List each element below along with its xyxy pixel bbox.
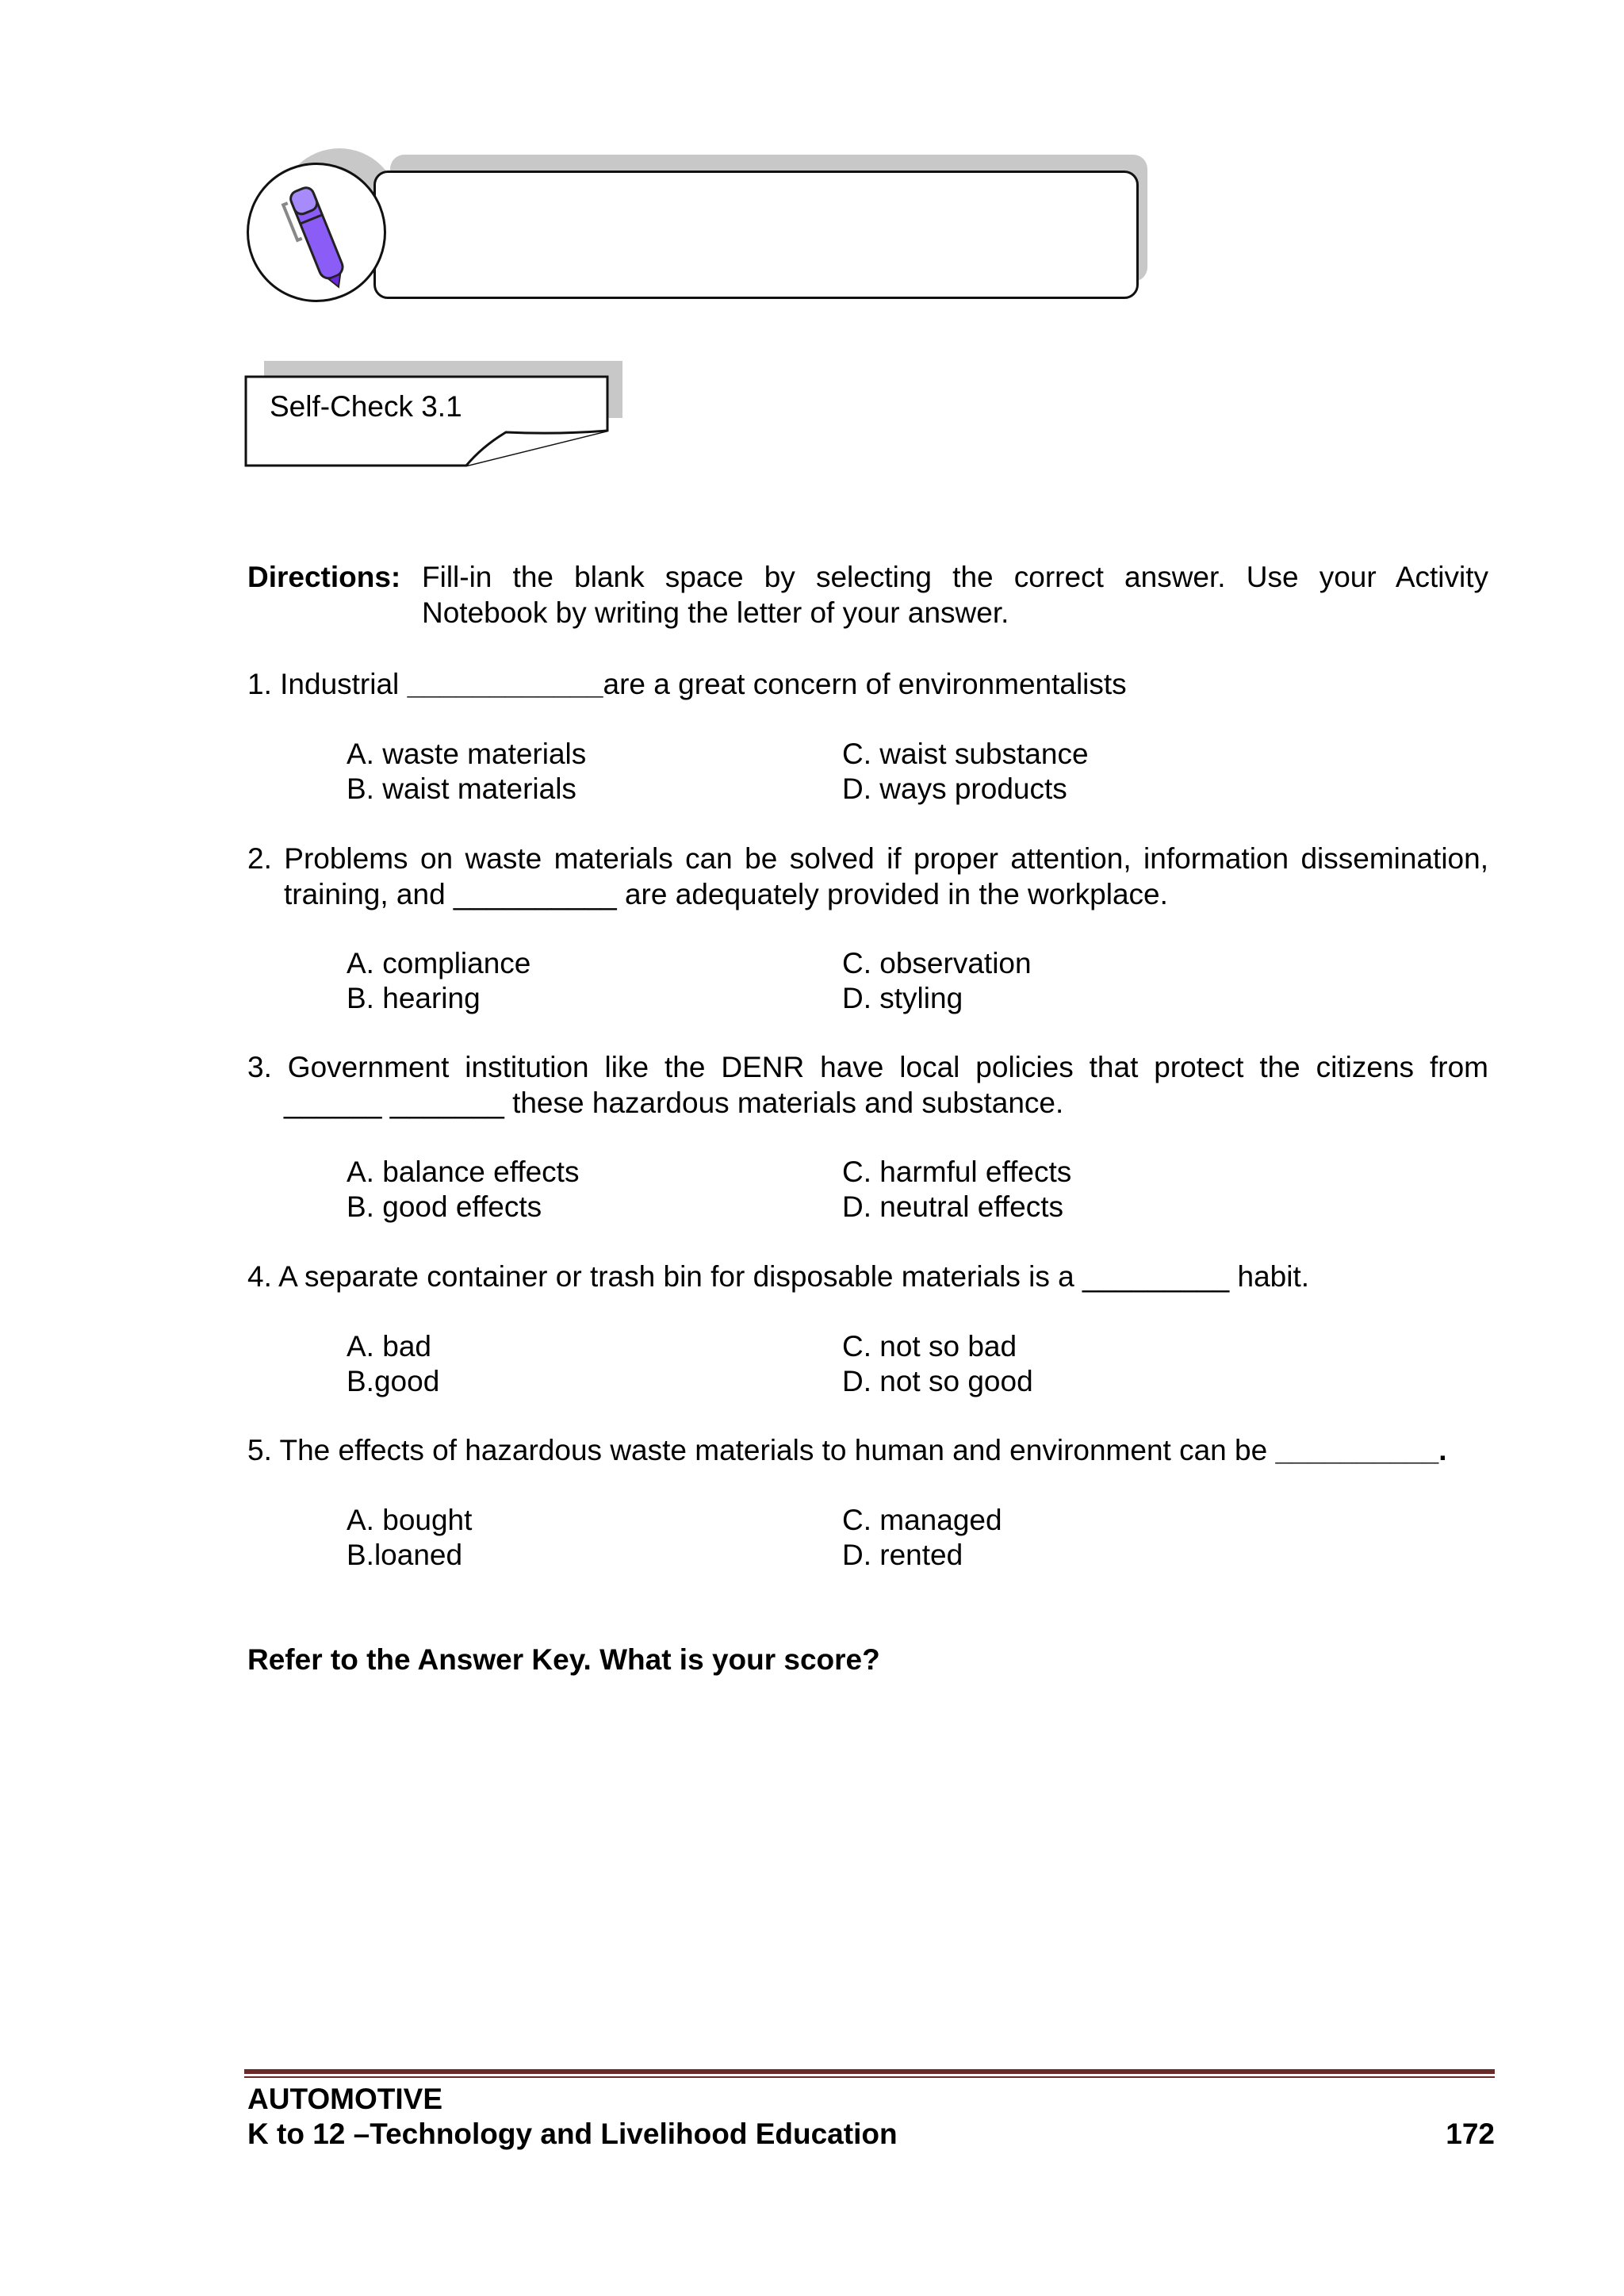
question-4-option-d: D. not so good: [842, 1365, 1033, 1397]
question-5-blank: __________.: [1275, 1434, 1447, 1466]
question-5-option-a: A. bought: [347, 1504, 473, 1536]
question-2-text-continued: training, and __________ are adequately provided in the workplace.: [284, 878, 1168, 910]
directions-text: Fill-in the blank space by selecting the correct answer. Use your Activity: [422, 561, 1488, 593]
question-2-option-a: A. compliance: [347, 947, 531, 979]
directions-label: Directions:: [247, 561, 401, 593]
question-5-option-c: C. managed: [842, 1504, 1002, 1536]
question-1-option-c: C. waist substance: [842, 738, 1089, 770]
question-4-option-c: C. not so bad: [842, 1330, 1017, 1363]
page-number: 172: [1446, 2118, 1495, 2150]
question-4-option-b: B.good: [347, 1365, 440, 1397]
question-1-option-d: D. ways products: [842, 772, 1067, 805]
header-banner: [373, 171, 1139, 299]
pen-icon: [262, 171, 373, 297]
directions-text-continued: Notebook by writing the letter of your answer.: [422, 596, 1009, 629]
question-1-option-a: A. waste materials: [347, 738, 587, 770]
question-5-option-d: D. rented: [842, 1539, 963, 1571]
question-5-text: 5. The effects of hazardous waste materials to human and environment can be __________.: [247, 1434, 1447, 1466]
answer-key-prompt: Refer to the Answer Key. What is your score?: [247, 1643, 880, 1676]
question-3-option-a: A. balance effects: [347, 1156, 580, 1188]
question-2-option-c: C. observation: [842, 947, 1032, 979]
question-3-text-continued: ______ _______ these hazardous materials and substance.: [284, 1087, 1064, 1119]
footer-subject: AUTOMOTIVE: [247, 2083, 442, 2115]
question-3-text: 3. Government institution like the DENR have local policies that protect the citizens from: [247, 1051, 1488, 1083]
footer-rule: [244, 2069, 1495, 2074]
question-3-option-d: D. neutral effects: [842, 1190, 1064, 1223]
question-4-option-a: A. bad: [347, 1330, 431, 1363]
question-2-option-b: B. hearing: [347, 982, 481, 1014]
question-2-option-d: D. styling: [842, 982, 963, 1014]
self-check-label: Self-Check 3.1: [270, 390, 462, 423]
question-4-text: 4. A separate container or trash bin for disposable materials is a _________ habit.: [247, 1260, 1310, 1293]
question-1-blank: ____________: [407, 668, 603, 700]
question-3-option-c: C. harmful effects: [842, 1156, 1072, 1188]
question-3-option-b: B. good effects: [347, 1190, 542, 1223]
question-1-option-b: B. waist materials: [347, 772, 576, 805]
question-1-text: 1. Industrial ____________are a great concern of environmentalists: [247, 668, 1127, 700]
question-5-option-b: B.loaned: [347, 1539, 463, 1571]
footer-rule-thin: [244, 2076, 1495, 2078]
footer-course: K to 12 –Technology and Livelihood Education: [247, 2118, 898, 2150]
question-2-text: 2. Problems on waste materials can be solved if proper attention, information dissemination,: [247, 842, 1488, 875]
